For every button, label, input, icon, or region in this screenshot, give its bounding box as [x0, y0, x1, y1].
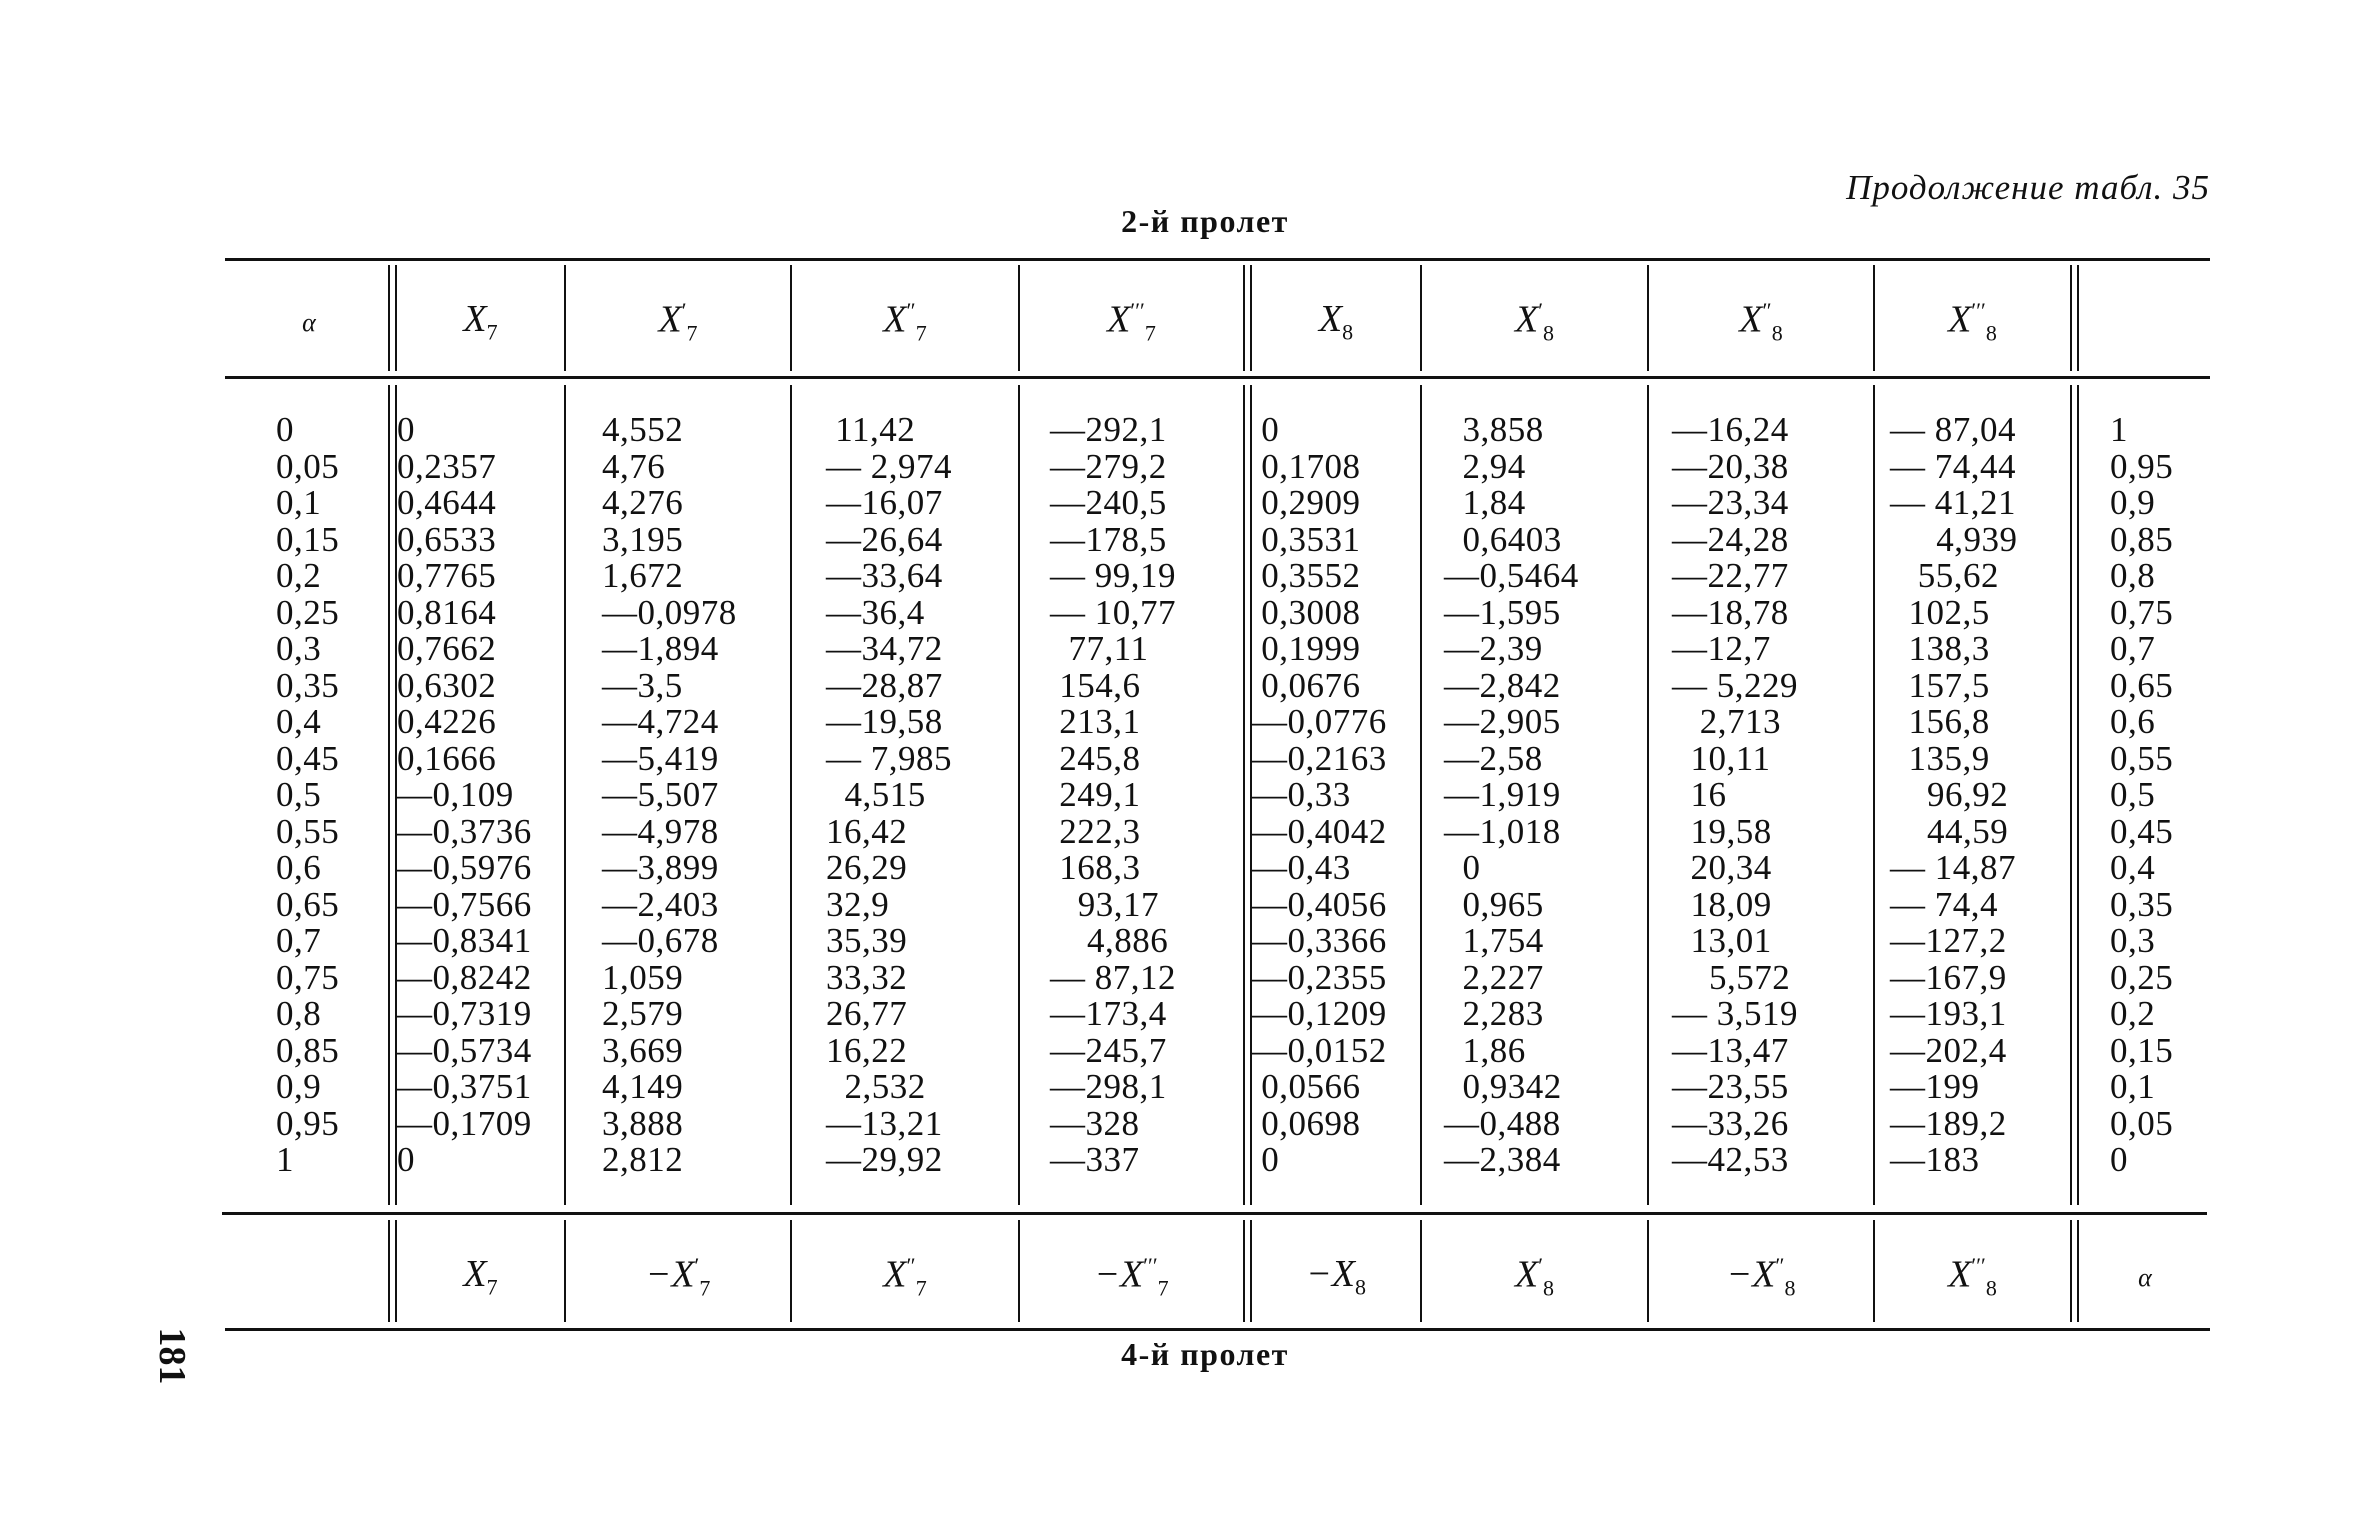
cell-alpha-right-4: 0,8: [2110, 556, 2156, 595]
cell-x8pp-19: —33,26: [1672, 1103, 1789, 1143]
cell-x7p-7: —3,5: [602, 665, 683, 705]
cell-x7pp-11: 16,42: [826, 811, 908, 851]
cell-x7ppp-11: 222,3: [1050, 811, 1141, 851]
cell-x7p-2: 4,276: [602, 483, 684, 522]
rule-body-bottom: [222, 1212, 2207, 1215]
cell-alpha-left-17: 0,85: [276, 1030, 340, 1070]
cell-alpha-left-20: 1: [276, 1140, 294, 1179]
header-alpha: α: [302, 308, 316, 337]
cell-x7p-6: —1,894: [602, 629, 719, 668]
cell-x7ppp-2: —240,5: [1050, 483, 1167, 522]
cell-x8-18: 0,0566: [1252, 1067, 1361, 1106]
cell-alpha-right-18: 0,1: [2110, 1067, 2156, 1106]
cell-x8-5: 0,3008: [1252, 592, 1361, 632]
cell-x8p-17: 1,86: [1444, 1030, 1526, 1070]
cell-x7p-15: 1,059: [602, 957, 684, 997]
cell-alpha-left-6: 0,3: [276, 629, 322, 668]
footer-neg-x7-prime: $-X'_7$: [645, 1253, 711, 1301]
cell-x8-14: —0,3366: [1252, 921, 1387, 960]
cell-alpha-left-5: 0,25: [276, 592, 340, 632]
cell-x7-18: —0,3751: [397, 1067, 532, 1106]
cell-x7ppp-8: 213,1: [1050, 702, 1141, 741]
cell-alpha-right-0: 1: [2110, 410, 2128, 449]
cell-x8ppp-19: —189,2: [1890, 1103, 2007, 1143]
cell-x7-6: 0,7662: [397, 629, 497, 668]
cell-x8pp-2: —23,34: [1672, 483, 1789, 522]
cell-x7ppp-15: — 87,12: [1050, 957, 1176, 997]
cell-x8p-7: —2,842: [1444, 665, 1561, 705]
cell-x7p-8: —4,724: [602, 702, 719, 741]
cell-x7ppp-7: 154,6: [1050, 665, 1141, 705]
cell-x8p-20: —2,384: [1444, 1140, 1561, 1179]
cell-x7pp-9: — 7,985: [826, 738, 952, 778]
cell-x8p-12: 0: [1444, 848, 1481, 887]
cell-x8pp-11: 19,58: [1672, 811, 1772, 851]
cell-x7ppp-10: 249,1: [1050, 775, 1141, 814]
cell-x8-15: —0,2355: [1252, 957, 1387, 997]
header-x8-triple-prime: $X'''_8$: [1948, 298, 1997, 346]
cell-x7-4: 0,7765: [397, 556, 497, 595]
footer-neg-x8: $-X_8$: [1306, 1253, 1366, 1300]
cell-alpha-left-2: 0,1: [276, 483, 322, 522]
cell-x7ppp-0: —292,1: [1050, 410, 1167, 449]
cell-x8-3: 0,3531: [1252, 519, 1361, 559]
cell-alpha-left-0: 0: [276, 410, 294, 449]
cell-alpha-right-10: 0,5: [2110, 775, 2156, 814]
span-title-top: 2-й пролет: [1121, 203, 1289, 239]
cell-x8ppp-12: — 14,87: [1890, 848, 2016, 887]
cell-x8-10: —0,33: [1252, 775, 1351, 814]
cell-x8pp-10: 16: [1672, 775, 1727, 814]
cell-x7pp-8: —19,58: [826, 702, 943, 741]
header-x8-double-prime: $X''_8$: [1739, 298, 1783, 346]
cell-alpha-right-14: 0,3: [2110, 921, 2156, 960]
cell-alpha-left-9: 0,45: [276, 738, 340, 778]
cell-alpha-right-16: 0,2: [2110, 994, 2156, 1033]
cell-alpha-left-14: 0,7: [276, 921, 322, 960]
rule-top: [225, 258, 2210, 261]
cell-x8ppp-7: 157,5: [1890, 665, 1990, 705]
cell-x7p-19: 3,888: [602, 1103, 684, 1143]
cell-x8p-16: 2,283: [1444, 994, 1544, 1033]
footer-x8-prime: $X'_8$: [1514, 1253, 1555, 1301]
cell-x7ppp-6: 77,11: [1050, 629, 1149, 668]
cell-x8ppp-14: —127,2: [1890, 921, 2007, 960]
cell-alpha-right-17: 0,15: [2110, 1030, 2174, 1070]
cell-x8-7: 0,0676: [1252, 665, 1361, 705]
cell-x7ppp-1: —279,2: [1050, 446, 1167, 486]
header-x8-prime: $X'_8$: [1514, 298, 1555, 346]
cell-alpha-left-12: 0,6: [276, 848, 322, 887]
footer-neg-x7-triple-prime: $-X'''_7$: [1094, 1253, 1169, 1301]
cell-x7p-1: 4,76: [602, 446, 666, 486]
cell-x8pp-17: —13,47: [1672, 1030, 1789, 1070]
cell-x7ppp-16: —173,4: [1050, 994, 1167, 1033]
footer-x8-triple-prime: $X'''_8$: [1948, 1253, 1997, 1301]
cell-x8p-9: —2,58: [1444, 738, 1543, 778]
cell-x7ppp-9: 245,8: [1050, 738, 1141, 778]
cell-x7-2: 0,4644: [397, 483, 497, 522]
cell-x8p-11: —1,018: [1444, 811, 1561, 851]
cell-x7p-14: —0,678: [602, 921, 719, 960]
footer-x7: $X_7$: [463, 1253, 498, 1300]
header-x7: $X_7$: [463, 298, 498, 345]
footer-alpha: α: [2138, 1263, 2152, 1292]
header-x7-double-prime: $X''_7$: [883, 298, 927, 346]
header-x7-prime: $X'_7$: [658, 298, 698, 346]
cell-x7p-12: —3,899: [602, 848, 719, 887]
cell-x7p-9: —5,419: [602, 738, 719, 778]
cell-x8-4: 0,3552: [1252, 556, 1361, 595]
cell-x8-12: —0,43: [1252, 848, 1351, 887]
cell-x7pp-7: —28,87: [826, 665, 943, 705]
cell-x7p-18: 4,149: [602, 1067, 684, 1106]
cell-x8ppp-10: 96,92: [1890, 775, 2009, 814]
page-number: 181: [151, 1327, 193, 1385]
cell-x8pp-6: —12,7: [1672, 629, 1771, 668]
cell-x7p-13: —2,403: [602, 884, 719, 924]
cell-alpha-right-13: 0,35: [2110, 884, 2174, 924]
cell-x8p-5: —1,595: [1444, 592, 1561, 632]
cell-x8ppp-0: — 87,04: [1890, 410, 2016, 449]
cell-x8-6: 0,1999: [1252, 629, 1361, 668]
cell-x7-1: 0,2357: [397, 446, 497, 486]
cell-x7ppp-19: —328: [1050, 1103, 1140, 1143]
cell-alpha-right-9: 0,55: [2110, 738, 2174, 778]
cell-x8p-14: 1,754: [1444, 921, 1544, 960]
cell-x7pp-2: —16,07: [826, 483, 943, 522]
cell-x8ppp-6: 138,3: [1890, 629, 1990, 668]
span-title-bottom: 4-й пролет: [1121, 1336, 1289, 1372]
cell-x7pp-18: 2,532: [826, 1067, 926, 1106]
cell-x8pp-0: —16,24: [1672, 410, 1789, 449]
cell-x8pp-15: 5,572: [1672, 957, 1791, 997]
column-x8-double-prime: [1672, 412, 1798, 1179]
cell-x7-12: —0,5976: [397, 848, 532, 887]
cell-x7ppp-5: — 10,77: [1050, 592, 1176, 632]
footer-neg-x8-double-prime: $-X''_8$: [1726, 1253, 1796, 1301]
cell-x8-0: 0: [1252, 410, 1280, 449]
cell-x7-7: 0,6302: [397, 665, 497, 705]
cell-alpha-left-19: 0,95: [276, 1103, 340, 1143]
column-x8-triple-prime: [1890, 412, 2018, 1179]
cell-x7-13: —0,7566: [397, 884, 532, 924]
cell-x8p-3: 0,6403: [1444, 519, 1562, 559]
cell-x8ppp-17: —202,4: [1890, 1030, 2007, 1070]
cell-x8p-18: 0,9342: [1444, 1067, 1562, 1106]
cell-x8ppp-16: —193,1: [1890, 994, 2007, 1033]
header-x7-triple-prime: $X'''_7$: [1107, 298, 1156, 346]
rule-bottom: [225, 1328, 2210, 1331]
cell-x8ppp-15: —167,9: [1890, 957, 2007, 997]
cell-x8p-2: 1,84: [1444, 483, 1526, 522]
cell-x7-16: —0,7319: [397, 994, 532, 1033]
cell-x8p-10: —1,919: [1444, 775, 1561, 814]
cell-x7pp-3: —26,64: [826, 519, 943, 559]
column-alpha-left: [276, 412, 339, 1179]
cell-alpha-right-1: 0,95: [2110, 446, 2174, 486]
footer-x7-double-prime: $X''_7$: [883, 1253, 927, 1301]
cell-alpha-right-2: 0,9: [2110, 483, 2156, 522]
cell-x8p-4: —0,5464: [1444, 556, 1579, 595]
cell-alpha-left-11: 0,55: [276, 811, 340, 851]
table-caption: Продолжение табл. 35: [1846, 168, 2210, 207]
cell-x7-0: 0: [397, 410, 415, 449]
cell-alpha-right-5: 0,75: [2110, 592, 2174, 632]
cell-x7pp-13: 32,9: [826, 884, 890, 924]
column-x7-triple-prime: [1050, 412, 1176, 1179]
cell-alpha-left-16: 0,8: [276, 994, 322, 1033]
cell-x7ppp-18: —298,1: [1050, 1067, 1167, 1106]
cell-x8pp-14: 13,01: [1672, 921, 1772, 960]
cell-x8-13: —0,4056: [1252, 884, 1387, 924]
cell-x8ppp-11: 44,59: [1890, 811, 2009, 851]
cell-x7pp-15: 33,32: [826, 957, 908, 997]
column-x7-prime: [602, 412, 737, 1179]
cell-x7-5: 0,8164: [397, 592, 497, 632]
cell-x7ppp-13: 93,17: [1050, 884, 1159, 924]
cell-alpha-right-3: 0,85: [2110, 519, 2174, 559]
cell-alpha-left-7: 0,35: [276, 665, 340, 705]
cell-alpha-left-18: 0,9: [276, 1067, 322, 1106]
cell-x8p-15: 2,227: [1444, 957, 1544, 997]
cell-alpha-right-7: 0,65: [2110, 665, 2174, 705]
cell-x8p-6: —2,39: [1444, 629, 1543, 668]
cell-alpha-left-13: 0,65: [276, 884, 340, 924]
header-x8: $X_8$: [1318, 298, 1354, 345]
cell-x7p-16: 2,579: [602, 994, 684, 1033]
cell-x8pp-8: 2,713: [1672, 702, 1781, 741]
cell-x7pp-4: —33,64: [826, 556, 943, 595]
cell-alpha-left-10: 0,5: [276, 775, 322, 814]
cell-x7pp-10: 4,515: [826, 775, 926, 814]
cell-x7p-11: —4,978: [602, 811, 719, 851]
cell-x8ppp-8: 156,8: [1890, 702, 1990, 741]
cell-x8-16: —0,1209: [1252, 994, 1387, 1033]
cell-x8pp-1: —20,38: [1672, 446, 1789, 486]
column-x8-prime: [1444, 412, 1579, 1179]
cell-x7ppp-12: 168,3: [1050, 848, 1141, 887]
cell-x7ppp-20: —337: [1050, 1140, 1140, 1179]
cell-x8ppp-3: 4,939: [1890, 519, 2018, 559]
cell-x8-20: 0: [1252, 1140, 1280, 1179]
cell-x8p-19: —0,488: [1444, 1103, 1561, 1143]
cell-x8pp-9: 10,11: [1672, 738, 1771, 778]
cell-x7-10: —0,109: [397, 775, 514, 814]
cell-alpha-left-8: 0,4: [276, 702, 322, 741]
cell-x7-9: 0,1666: [397, 738, 497, 778]
cell-x8-11: —0,4042: [1252, 811, 1387, 851]
cell-alpha-left-4: 0,2: [276, 556, 322, 595]
cell-x8p-13: 0,965: [1444, 884, 1544, 924]
cell-x8pp-4: —22,77: [1672, 556, 1789, 595]
cell-x7ppp-4: — 99,19: [1050, 556, 1176, 595]
cell-x7p-20: 2,812: [602, 1140, 684, 1179]
cell-x8-8: —0,0776: [1252, 702, 1387, 741]
cell-x7-3: 0,6533: [397, 519, 497, 559]
cell-alpha-left-15: 0,75: [276, 957, 340, 997]
cell-x7-11: —0,3736: [397, 811, 532, 851]
cell-x8p-8: —2,905: [1444, 702, 1561, 741]
column-x8: [1252, 412, 1387, 1179]
cell-x8-17: —0,0152: [1252, 1030, 1387, 1070]
cell-alpha-right-20: 0: [2110, 1140, 2128, 1179]
cell-x8ppp-9: 135,9: [1890, 738, 1990, 778]
cell-x8pp-5: —18,78: [1672, 592, 1789, 632]
cell-x7-15: —0,8242: [397, 957, 532, 997]
cell-x8ppp-13: — 74,4: [1890, 884, 1998, 924]
cell-x7p-4: 1,672: [602, 556, 684, 595]
cell-x8-9: —0,2163: [1252, 738, 1387, 778]
cell-x7pp-6: —34,72: [826, 629, 943, 668]
cell-alpha-right-19: 0,05: [2110, 1103, 2174, 1143]
cell-x8pp-18: —23,55: [1672, 1067, 1789, 1106]
cell-alpha-right-12: 0,4: [2110, 848, 2156, 887]
cell-x8pp-16: — 3,519: [1672, 994, 1798, 1033]
cell-alpha-left-1: 0,05: [276, 446, 340, 486]
cell-x7pp-17: 16,22: [826, 1030, 908, 1070]
cell-alpha-right-8: 0,6: [2110, 702, 2156, 741]
cell-x8ppp-18: —199: [1890, 1067, 1980, 1106]
cell-x8p-1: 2,94: [1444, 446, 1526, 486]
cell-x8ppp-4: 55,62: [1890, 556, 1999, 595]
cell-x7pp-12: 26,29: [826, 848, 908, 887]
cell-x8pp-7: — 5,229: [1672, 665, 1798, 705]
cell-x8-1: 0,1708: [1252, 446, 1361, 486]
cell-x7p-0: 4,552: [602, 410, 684, 449]
cell-x7pp-0: 11,42: [826, 410, 916, 449]
cell-x7ppp-14: 4,886: [1050, 921, 1169, 960]
cell-x7-17: —0,5734: [397, 1030, 532, 1070]
cell-x8-2: 0,2909: [1252, 483, 1361, 522]
cell-x7ppp-17: —245,7: [1050, 1030, 1167, 1070]
rule-header-bottom: [225, 376, 2210, 379]
cell-x7pp-5: —36,4: [826, 592, 925, 632]
cell-x8p-0: 3,858: [1444, 410, 1544, 449]
cell-alpha-right-15: 0,25: [2110, 957, 2174, 997]
cell-x7ppp-3: —178,5: [1050, 519, 1167, 559]
cell-x7pp-14: 35,39: [826, 921, 908, 960]
cell-x8ppp-20: —183: [1890, 1140, 1980, 1179]
cell-x8ppp-1: — 74,44: [1890, 446, 2016, 486]
cell-x8ppp-5: 102,5: [1890, 592, 1990, 632]
cell-alpha-right-6: 0,7: [2110, 629, 2156, 668]
cell-x7pp-20: —29,92: [826, 1140, 943, 1179]
cell-x7-14: —0,8341: [397, 921, 532, 960]
cell-x7-19: —0,1709: [397, 1103, 532, 1143]
cell-alpha-left-3: 0,15: [276, 519, 340, 559]
cell-alpha-right-11: 0,45: [2110, 811, 2174, 851]
cell-x7pp-1: — 2,974: [826, 446, 952, 486]
cell-x7p-3: 3,195: [602, 519, 684, 559]
cell-x7pp-19: —13,21: [826, 1103, 943, 1143]
cell-x8pp-20: —42,53: [1672, 1140, 1789, 1179]
cell-x8ppp-2: — 41,21: [1890, 483, 2016, 522]
cell-x8pp-13: 18,09: [1672, 884, 1772, 924]
cell-x7p-10: —5,507: [602, 775, 719, 814]
column-alpha-right: [2110, 412, 2173, 1179]
cell-x8-19: 0,0698: [1252, 1103, 1361, 1143]
cell-x8pp-12: 20,34: [1672, 848, 1772, 887]
cell-x7p-5: —0,0978: [602, 592, 737, 632]
cell-x7pp-16: 26,77: [826, 994, 908, 1033]
column-x7: [397, 412, 532, 1179]
column-x7-double-prime: [826, 412, 952, 1179]
cell-x7p-17: 3,669: [602, 1030, 684, 1070]
cell-x7-20: 0: [397, 1140, 415, 1179]
cell-x7-8: 0,4226: [397, 702, 497, 741]
cell-x8pp-3: —24,28: [1672, 519, 1789, 559]
